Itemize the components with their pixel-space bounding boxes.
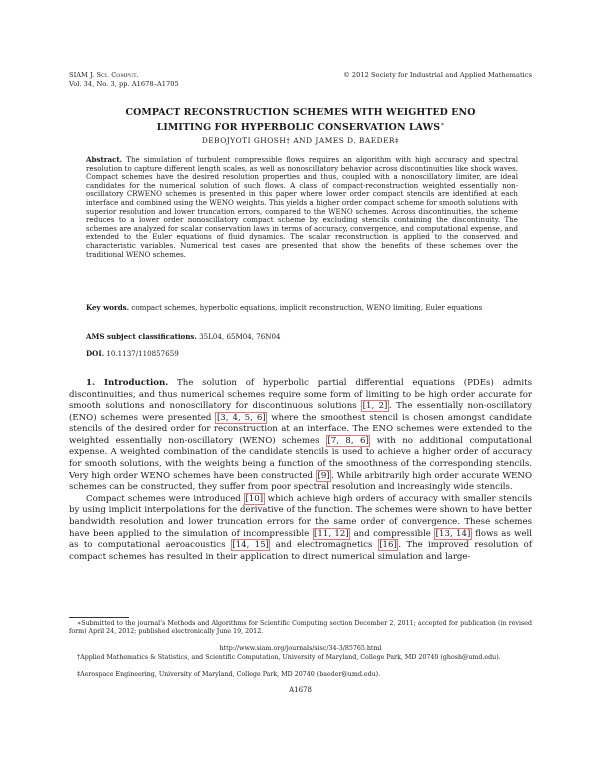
citation-link[interactable]: [14, 15] [232, 540, 269, 551]
title-line-2-wrap [69, 119, 532, 134]
abstract [86, 156, 518, 259]
citation-link[interactable]: [11, 12] [314, 528, 349, 539]
intro-p1-text: where the smoothest stencil is chosen amongst candidate stencils of the desired order for reconstruction at an interface. The ENO schemes were extended to the weighted essentially non-oscillatory (WENO) schemes [69, 412, 533, 446]
doi [86, 350, 518, 359]
footnote-divider [69, 617, 129, 618]
intro-p1-text: The solution of hyperbolic partial differential equations (PDEs) admits discontinuities, and thus numerical schemes require some form of limiting to be high order accurate for smooth solutions and nonoscillatory for discontinuous solutions [69, 378, 532, 412]
citation-link[interactable]: [10] [245, 493, 264, 504]
abstract-text: The simulation of turbulent compressible flows requires an algorithm with high accuracy and spectral resolution to capture different length scales, as well as nonoscillatory behavior across discontinuities like shock waves. Compact schemes have the desired resolution properties and thus, coupled with a nonoscillatory limiter, are ideal candidates for the numerical solution of such flows. A class of compact-reconstruction weighted essentially non-oscillatory CRWENO schemes is presented in this paper where lower order compact stencils are identified at each interface and combined using the WENO weights. This yields a higher order compact scheme for smooth solutions with superior resolution and lower truncation errors, compared to the WENO schemes. Across discontinuities, the scheme reduces to a lower order nonoscillatory compact scheme by excluding stencils containing the discontinuity. The schemes are analyzed for scalar conservation laws in terms of accuracy, convergence, and computational expense, and extended to the Euler equations of fluid dynamics. The scalar reconstruction is applied to the conserved and characteristic variables. Numerical test cases are presented that show the benefits of these schemes over the traditional WENO schemes. [86, 155, 518, 259]
citation-link[interactable]: [16] [379, 540, 397, 551]
footnote-author-2: ‡Aerospace Engineering, University of Maryland, College Park, MD 20740 (baeder@umd.edu). [77, 671, 381, 678]
keywords-label: Key words. [86, 303, 130, 312]
journal-volume: Vol. 34, No. 3, pp. A1678–A1705 [69, 79, 179, 88]
intro-paragraph-2 [69, 494, 532, 563]
ams-label: AMS subject classifications. [86, 332, 197, 341]
intro-p2-text: Compact schemes were introduced [86, 493, 241, 504]
citation-link[interactable]: [7, 8, 6] [327, 435, 369, 446]
intro-p2-text: which achieve high orders of accuracy with smaller stencils by using implicit interpolations for the derivative of the function. The schemes were shown to have better bandwidth resolution and lower truncation errors for the same order of convergence. These schemes have been applied to the simulation of incompressible [69, 493, 532, 539]
citation-link[interactable]: [9] [317, 470, 330, 481]
intro-p2-text: and electromagnetics [275, 540, 373, 551]
title-footnote-mark: ∗ [440, 121, 445, 129]
page-number: A1678 [289, 686, 312, 694]
citation-link[interactable]: [1, 2] [362, 401, 388, 412]
doi-text: 10.1137/110857659 [106, 349, 179, 358]
keywords-text: compact schemes, hyperbolic equations, implicit reconstruction, WENO limiting, Euler equations [131, 303, 483, 312]
section-heading: 1. Introduction. [86, 378, 169, 388]
footnote-url[interactable]: http://www.siam.org/journals/sisc/34-3/85765.html [219, 645, 382, 652]
ams-text: 35L04, 65M04, 76N04 [199, 332, 281, 341]
copyright-notice: © 2012 Society for Industrial and Applied Mathematics [343, 71, 532, 79]
intro-p2-text: . The improved resolution of compact schemes has resulted in their application to direct numerical simulation and large- [69, 540, 532, 562]
intro-p1-text: with no additional computational expense. A weighted combination of the candidate stencils is used to achieve a higher order of accuracy for smooth solutions, with the weights being a function of the smoothness of the corresponding stencils. Very high order WENO schemes have been constructed [69, 435, 532, 481]
intro-paragraph-1 [69, 378, 532, 494]
author-list: DEBOJYOTI GHOSH† AND JAMES D. BAEDER‡ [201, 136, 400, 145]
title-line-2: LIMITING FOR HYPERBOLIC CONSERVATION LAWS [156, 122, 441, 134]
introduction-section [69, 378, 532, 563]
citation-link[interactable]: [13, 14] [435, 528, 471, 539]
intro-p2-text: flows as well as to computational aeroacoustics [69, 528, 533, 551]
journal-name: SIAM J. Sci. Comput. [69, 71, 139, 79]
footnote-author-1: †Applied Mathematics & Statistics, and Scientific Computation, University of Maryland, College Park, MD 20740 (ghosh@umd.edu). [77, 654, 501, 661]
intro-p2-text: and compressible [353, 528, 431, 539]
citation-link[interactable]: [3, 4, 5, 6] [216, 412, 266, 423]
doi-label: DOI. [86, 349, 105, 358]
title-line-1: COMPACT RECONSTRUCTION SCHEMES WITH WEIGHTED ENO [125, 107, 476, 118]
footnote-submission: ∗Submitted to the journal’s Methods and Algorithms for Scientific Computing section December 2, 2011; accepted for publication (in revised form) April 24, 2012; published electronically June 19, 2012. [69, 620, 532, 636]
paper-title [69, 107, 532, 135]
intro-p1-text: . While arbitrarily high order accurate WENO schemes can be constructed, they suffer from poor spectral resolution and increasingly wide stencils. [69, 470, 532, 493]
intro-p1-text: . The essentially non-oscillatory (ENO) schemes were presented [69, 401, 532, 423]
abstract-label: Abstract. [86, 155, 123, 164]
ams-classifications [86, 333, 518, 342]
journal-header [69, 71, 179, 88]
keywords [86, 304, 518, 313]
